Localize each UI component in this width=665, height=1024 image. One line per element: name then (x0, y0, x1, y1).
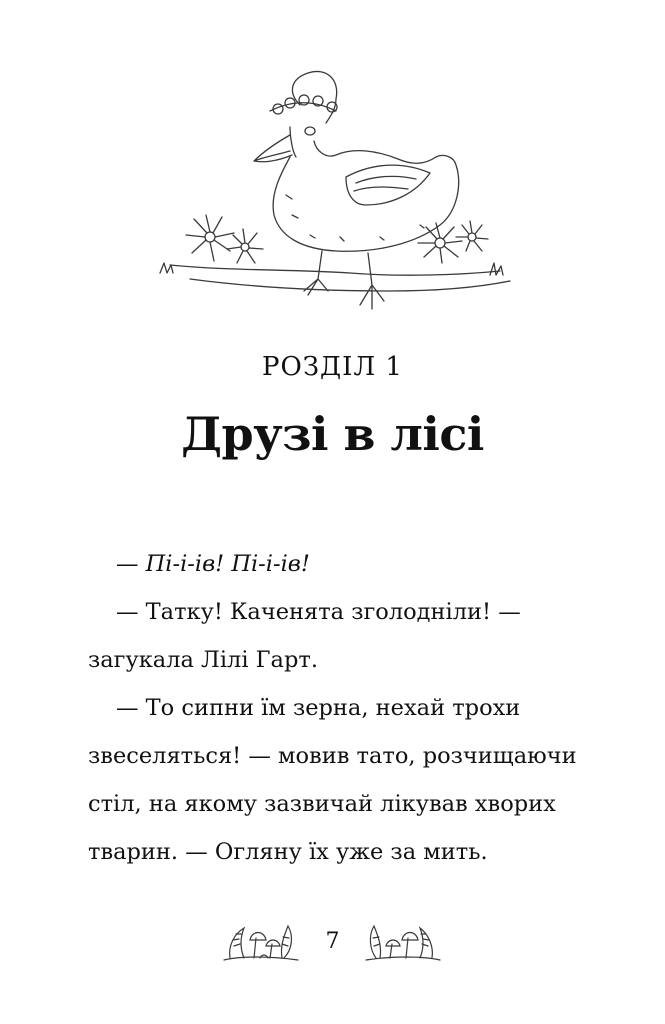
page-number: 7 (325, 929, 340, 954)
mushroom-fern-ornament-icon (362, 916, 444, 968)
duckling-illustration (140, 65, 525, 330)
paragraph-2: — Татку! Каченята зголодніли! — загукала Лілі Гарт. (88, 599, 521, 673)
chapter-label: РОЗДІЛ 1 (262, 352, 403, 382)
paragraph-1: — Пі-і-ів! Пі-і-ів! (116, 551, 310, 577)
paragraph-3: — То сипни їм зерна, нехай трохи звеселяться! — мовив тато, розчищаючи стіл, на якому зазвичай лікував хворих тварин. — Огляну їх уже за мить. (88, 695, 577, 865)
chapter-title: Друзі в лісі (181, 407, 484, 461)
